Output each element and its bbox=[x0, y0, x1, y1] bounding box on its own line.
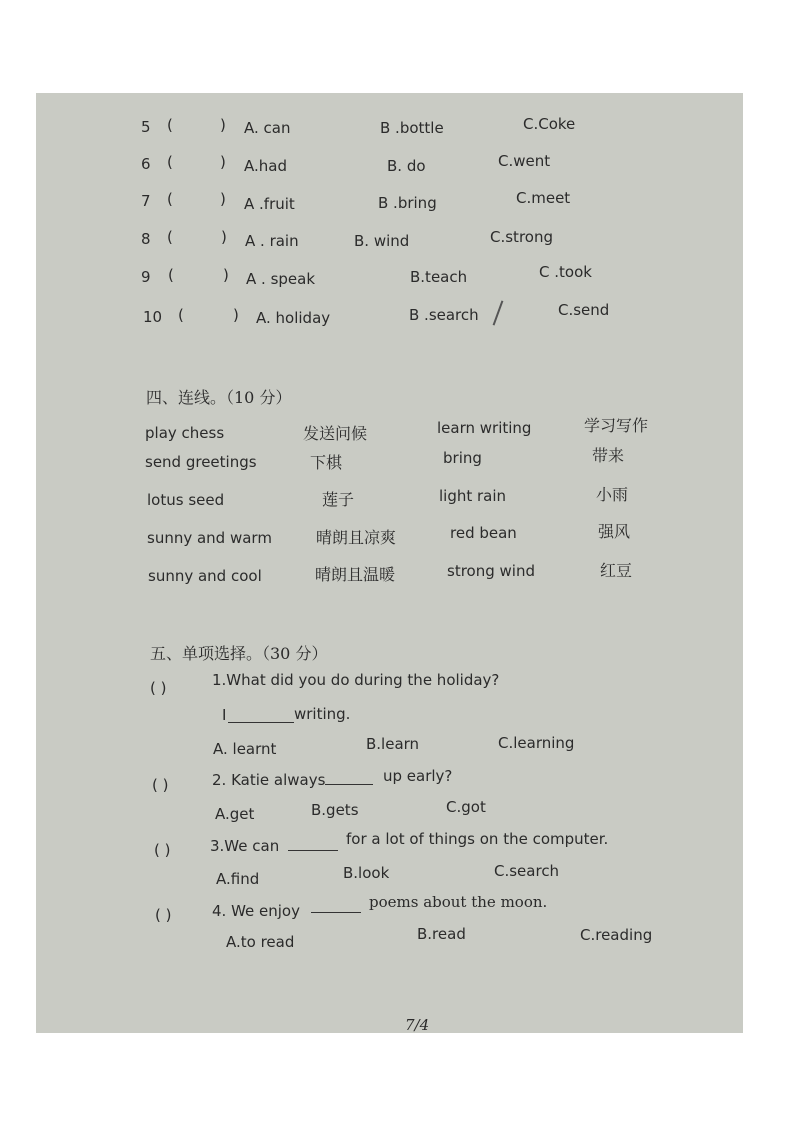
option-a: A. learnt bbox=[213, 740, 277, 758]
option-b: B.look bbox=[343, 864, 390, 882]
fill-blank bbox=[228, 710, 294, 723]
section5-heading: 五、单项选择。（30 分） bbox=[150, 644, 328, 663]
question-stem: 2. Katie always bbox=[212, 771, 326, 789]
match-item: strong wind bbox=[447, 562, 535, 580]
match-item: learn writing bbox=[437, 419, 532, 437]
match-item: 带来 bbox=[592, 446, 625, 465]
answer-prefix: I bbox=[222, 706, 227, 724]
option-a: A . rain bbox=[245, 232, 299, 250]
answer-paren-close: ) bbox=[220, 153, 226, 171]
option-b: B.teach bbox=[410, 268, 468, 286]
answer-paren: ( ) bbox=[155, 906, 172, 924]
match-item: 晴朗且温暖 bbox=[315, 565, 396, 584]
option-a: A. holiday bbox=[256, 309, 331, 327]
option-b: B .search bbox=[409, 306, 479, 324]
option-b: B. wind bbox=[354, 232, 410, 250]
match-item: sunny and warm bbox=[147, 529, 272, 547]
item-number: 8 bbox=[141, 230, 151, 248]
option-c: C.Coke bbox=[523, 115, 576, 133]
option-a: A.get bbox=[215, 805, 255, 823]
option-b: B .bring bbox=[378, 194, 437, 212]
item-number: 7 bbox=[141, 192, 151, 210]
answer-paren-open: ( bbox=[167, 190, 173, 208]
match-item: lotus seed bbox=[147, 491, 225, 509]
option-b: B. do bbox=[387, 157, 426, 175]
answer-paren-open: ( bbox=[167, 116, 173, 134]
item-number: 9 bbox=[141, 268, 151, 286]
option-b: B.read bbox=[417, 925, 466, 943]
option-c: C.search bbox=[494, 862, 560, 880]
option-c: C .took bbox=[539, 263, 592, 281]
option-c: C.send bbox=[558, 301, 610, 319]
answer-paren: ( ) bbox=[154, 841, 171, 859]
answer-paren: ( ) bbox=[152, 776, 169, 794]
answer-paren-close: ) bbox=[233, 306, 239, 324]
option-a: A . speak bbox=[246, 270, 316, 288]
fill-blank bbox=[311, 900, 361, 913]
option-c: C.meet bbox=[516, 189, 571, 207]
match-item: 学习写作 bbox=[584, 416, 649, 435]
answer-paren-open: ( bbox=[178, 306, 184, 324]
answer-suffix: writing. bbox=[294, 705, 351, 723]
option-b: B.learn bbox=[366, 735, 420, 753]
answer-paren-open: ( bbox=[168, 266, 174, 284]
fill-blank bbox=[288, 838, 338, 851]
question-stem: 3.We can bbox=[210, 837, 280, 855]
match-item: 小雨 bbox=[596, 485, 629, 504]
match-item: send greetings bbox=[145, 453, 257, 471]
match-item: 下棋 bbox=[310, 453, 343, 472]
answer-paren-close: ) bbox=[220, 116, 226, 134]
question-stem-end: for a lot of things on the computer. bbox=[346, 830, 609, 848]
page-number: 7/4 bbox=[405, 1016, 430, 1034]
question-stem: 4. We enjoy bbox=[212, 902, 300, 920]
option-c: C.reading bbox=[580, 926, 653, 944]
answer-paren-open: ( bbox=[167, 228, 173, 246]
answer-paren: ( ) bbox=[150, 679, 167, 697]
question-stem-end: poems about the moon. bbox=[369, 893, 548, 911]
answer-paren-close: ) bbox=[220, 190, 226, 208]
match-item: red bean bbox=[450, 524, 517, 542]
match-item: light rain bbox=[439, 487, 507, 505]
option-b: B.gets bbox=[311, 801, 359, 819]
option-c: C.learning bbox=[498, 734, 575, 752]
match-item: 莲子 bbox=[322, 490, 355, 509]
answer-paren-open: ( bbox=[167, 153, 173, 171]
option-a: A .fruit bbox=[244, 195, 295, 213]
match-item: bring bbox=[443, 449, 482, 467]
option-c: C.went bbox=[498, 152, 551, 170]
option-a: A.to read bbox=[226, 933, 295, 951]
match-item: 红豆 bbox=[600, 561, 633, 580]
item-number: 10 bbox=[143, 308, 163, 326]
answer-paren-close: ) bbox=[223, 266, 229, 284]
option-b: B .bottle bbox=[380, 119, 444, 137]
option-a: A. can bbox=[244, 119, 291, 137]
match-item: sunny and cool bbox=[148, 567, 262, 585]
option-a: A.find bbox=[216, 870, 260, 888]
option-c: C.strong bbox=[490, 228, 553, 246]
match-item: 强风 bbox=[598, 522, 631, 541]
option-c: C.got bbox=[446, 798, 486, 816]
match-item: play chess bbox=[145, 424, 225, 442]
option-a: A.had bbox=[244, 157, 287, 175]
question-stem-end: up early? bbox=[383, 767, 453, 785]
item-number: 6 bbox=[141, 155, 151, 173]
item-number: 5 bbox=[141, 118, 151, 136]
question-stem: 1.What did you do during the holiday? bbox=[212, 671, 500, 689]
match-item: 晴朗且凉爽 bbox=[316, 528, 397, 547]
answer-paren-close: ) bbox=[221, 228, 227, 246]
section4-heading: 四、连线。（10 分） bbox=[146, 388, 292, 407]
fill-blank bbox=[325, 772, 373, 785]
match-item: 发送问候 bbox=[303, 424, 368, 443]
